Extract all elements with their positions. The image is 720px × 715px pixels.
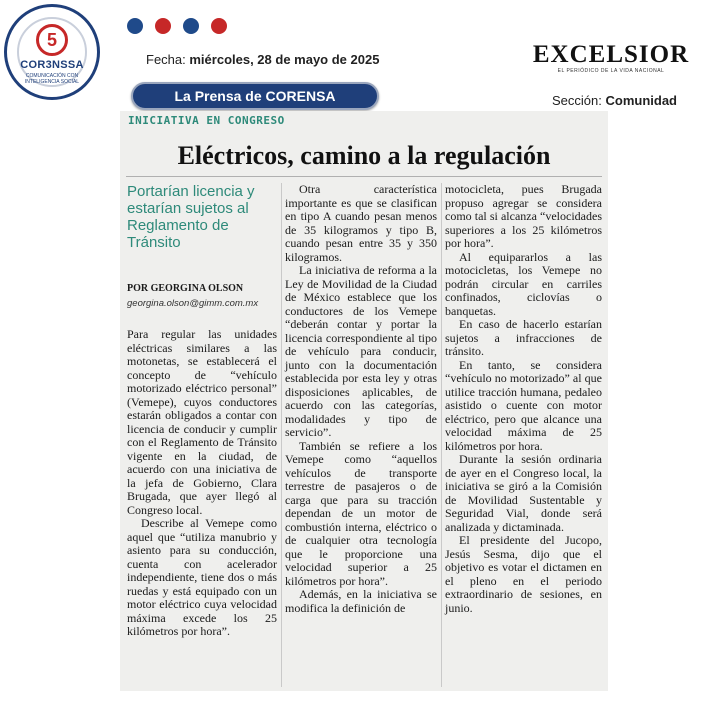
paragraph: Otra característica importante es que se clasifican en tipo A cuando pesan menos de 35 kilogramos y tipo B, cuando pesan entre 35 y 350 kilogramos. <box>285 182 437 264</box>
date-label: Fecha: <box>146 52 186 67</box>
masthead-tagline: EL PERIÓDICO DE LA VIDA NACIONAL <box>557 68 665 74</box>
paragraph: Al equipararlos a las motocicletas, los Vemepe no podrán circular en carriles confinados, ciclovías o banquetas. <box>445 249 602 318</box>
author-email: georgina.olson@gimm.com.mx <box>127 298 259 309</box>
article-column-1 <box>127 183 277 639</box>
article-headline: Eléctricos, camino a la regulación <box>177 141 551 170</box>
section-line <box>552 93 677 108</box>
dot-icon <box>183 18 199 34</box>
column-divider <box>441 183 442 687</box>
corensa-banner: La Prensa de CORENSA <box>131 82 379 110</box>
logo-wordmark: COR3NSSA <box>20 59 84 71</box>
masthead-name: EXCELSIOR <box>532 41 690 68</box>
date-line <box>146 52 379 67</box>
article-column-3 <box>445 183 602 615</box>
paragraph: El presidente del Jucopo, Jesús Sesma, dijo que el objetivo es votar el dictamen en el pleno en el periodo extraordinario de sesiones, en junio. <box>445 533 602 615</box>
paragraph: Durante la sesión ordinaria de ayer en el Congreso local, la iniciativa se giró a la Comisión de Movilidad Sustentable y Seguridad Vial, donde será analizada y dictaminada. <box>445 452 602 534</box>
dot-icon <box>211 18 227 34</box>
logo-ring-text: COMUNICACIÓN CON INTELIGENCIA SOCIAL <box>24 73 80 85</box>
section-label: Sección: <box>552 93 602 108</box>
article-deck: Portarían licencia y estarían sujetos al Reglamento de Tránsito <box>127 183 255 251</box>
paragraph: motocicleta, pues Brugada propuso agregar se considera como tal si alcanza “velocidades superiores a los 25 kilómetros por hora”. <box>445 182 602 250</box>
logo-number: 5 <box>36 24 68 56</box>
date-value: miércoles, 28 de mayo de 2025 <box>189 52 380 67</box>
paragraph: También se refiere a los Vemepe como “aquellos vehículos de transporte terrestre de pasajeros o de carga que para su tracción dependan de un motor de combustión interna, eléctrico o de cualquier otra tecnología que le proporcione una velocidad superior a 25 kilómetros por hora”. <box>285 438 437 588</box>
paragraph: En caso de hacerlo estarían sujetos a infracciones de tránsito. <box>445 317 602 358</box>
newspaper-masthead <box>530 42 692 74</box>
dot-icon <box>127 18 143 34</box>
paragraph: Además, en la iniciativa se modifica la definición de <box>285 587 437 615</box>
decorative-dots <box>127 18 227 34</box>
dot-icon <box>155 18 171 34</box>
paragraph: La iniciativa de reforma a la Ley de Movilidad de la Ciudad de México establece que los conductores de los Vemepe “deberán contar y portar la licencia correspondiente al tipo de vehículo para conducir, junto con la documentación establecida por esta ley y otras disposiciones aplicables, de acuerdo con las categorías, modalidades y tipo de servicio”. <box>285 263 437 439</box>
article-column-2 <box>285 183 437 615</box>
paragraph: En tanto, se considera “vehículo no motorizado” al que utilice tracción humana, pedaleo asistido o cuente con motor eléctrico, pero que alcance una velocidad máxima de 25 kilómetros por hora. <box>445 357 602 453</box>
section-value: Comunidad <box>605 93 677 108</box>
article-kicker: INICIATIVA EN CONGRESO <box>128 114 285 127</box>
headline-divider <box>126 176 602 177</box>
column-divider <box>281 183 282 687</box>
article-clipping <box>120 111 608 691</box>
article-byline: POR GEORGINA OLSON <box>127 283 244 294</box>
paragraph: Para regular las unidades eléctricas similares a las motonetas, se establecerá el concepto de “vehículo motorizado eléctrico personal” (Vemepe), cuyos conductores estarán obligados a contar con licencia de conducir y cumplir con el Reglamento de Tránsito vigente en la ciudad, de acuerdo con una iniciativa de la jefa de Gobierno, Clara Brugada, que ayer llegó al Congreso local. <box>127 327 277 517</box>
corensa-logo <box>4 4 100 100</box>
paragraph: Describe al Vemepe como aquel que “utiliza manubrio y asiento para su conducción, cuenta con acelerador independiente, tiene dos o más ruedas y está equipado con un motor eléctrico cuya velocidad máxima excede los 25 kilómetros por hora”. <box>127 516 277 638</box>
